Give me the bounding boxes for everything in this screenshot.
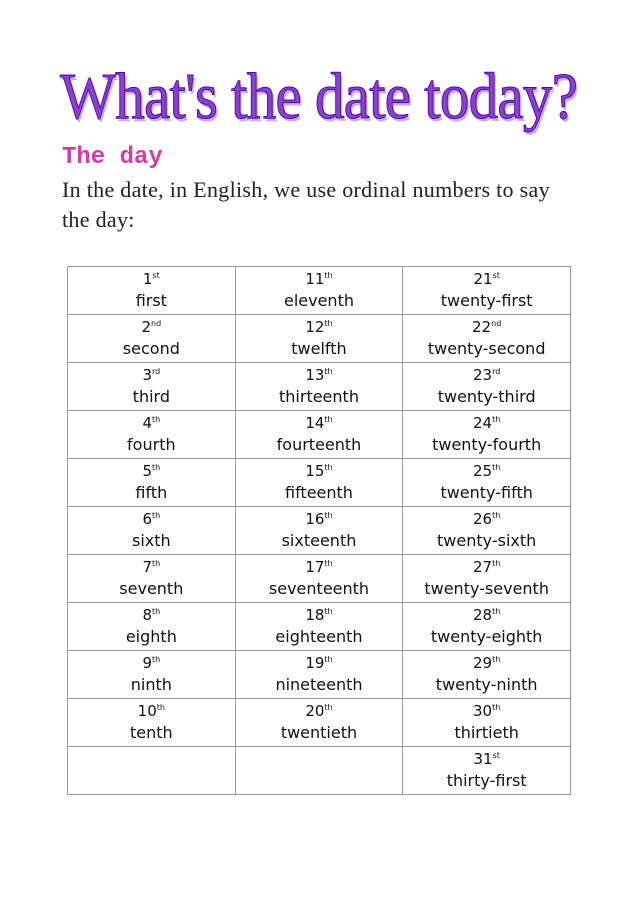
ordinal-number: [68, 555, 235, 578]
ordinal-number: [403, 555, 570, 578]
ordinal-number: [68, 363, 235, 386]
ordinal-cell: [68, 267, 236, 315]
ordinal-word: first: [135, 291, 167, 310]
ordinal-suffix: th: [151, 415, 161, 424]
ordinal-suffix: th: [492, 607, 501, 616]
ordinal-cell: [403, 747, 571, 795]
ordinal-cell: [403, 651, 571, 699]
ordinal-cell: [235, 363, 403, 411]
ordinal-word: eighteenth: [275, 627, 363, 646]
ordinal-number: [236, 699, 403, 722]
ordinal-suffix: th: [151, 607, 161, 616]
ordinal-number: [68, 315, 235, 338]
table-row: [68, 315, 571, 363]
ordinal-number: [236, 603, 403, 626]
ordinal-word: fourth: [127, 435, 176, 454]
ordinal-suffix: th: [324, 655, 333, 664]
ordinal-digits: 23: [472, 366, 493, 384]
ordinal-word: eleventh: [283, 291, 354, 310]
ordinal-suffix: th: [492, 655, 501, 664]
ordinal-number: [403, 267, 570, 290]
ordinal-word: twenty-fourth: [432, 435, 542, 454]
ordinal-digits: 5: [142, 462, 152, 480]
table-row: [68, 459, 571, 507]
ordinal-cell: [403, 459, 571, 507]
ordinal-cell: [68, 651, 236, 699]
ordinal-suffix: th: [324, 271, 333, 280]
page-title: What's the date today?: [60, 60, 578, 133]
ordinal-digits: 14: [305, 414, 325, 432]
ordinal-word: twenty-ninth: [435, 675, 538, 694]
ordinal-cell: [235, 651, 403, 699]
ordinal-digits: 26: [473, 510, 493, 528]
ordinal-digits: 2: [141, 318, 152, 336]
ordinal-word: seventh: [119, 579, 184, 598]
ordinal-digits: 4: [142, 414, 152, 432]
table-row: [68, 507, 571, 555]
ordinal-digits: 8: [142, 606, 152, 624]
ordinal-suffix: th: [492, 559, 501, 568]
table-row: [68, 555, 571, 603]
ordinal-cell: [403, 411, 571, 459]
ordinal-word: thirty-first: [446, 771, 527, 790]
ordinal-cell: [235, 603, 403, 651]
ordinal-cell: [68, 315, 236, 363]
ordinal-cell: [235, 315, 403, 363]
ordinal-cell: [68, 603, 236, 651]
ordinal-word: thirteenth: [279, 387, 359, 406]
ordinal-word: ninth: [130, 675, 172, 694]
ordinal-suffix: st: [492, 271, 500, 280]
ordinal-digits: 28: [473, 606, 493, 624]
ordinal-word: twenty-fifth: [440, 483, 533, 502]
ordinal-digits: 12: [305, 318, 325, 336]
ordinal-word: twenty-seventh: [424, 579, 549, 598]
ordinal-number: [236, 507, 403, 530]
ordinal-number: [403, 603, 570, 626]
table-row: [68, 651, 571, 699]
ordinal-digits: 24: [473, 414, 493, 432]
ordinal-word: nineteenth: [275, 675, 363, 694]
ordinal-suffix: th: [324, 415, 333, 424]
ordinal-digits: 13: [305, 366, 325, 384]
empty-cell: [68, 747, 236, 795]
ordinal-digits: 6: [142, 510, 152, 528]
ordinal-digits: 11: [305, 270, 325, 288]
ordinal-suffix: rd: [492, 367, 501, 376]
ordinal-digits: 21: [473, 270, 493, 288]
ordinal-number: [403, 699, 570, 722]
ordinal-cell: [235, 555, 403, 603]
ordinal-digits: 7: [142, 558, 152, 576]
ordinal-number: [236, 315, 403, 338]
ordinal-suffix: th: [492, 511, 501, 520]
ordinal-cell: [403, 555, 571, 603]
ordinal-number: [68, 699, 235, 722]
ordinal-suffix: th: [151, 559, 161, 568]
ordinal-word: seventeenth: [268, 579, 370, 598]
ordinal-suffix: st: [152, 271, 160, 280]
ordinal-word: thirtieth: [454, 723, 519, 742]
ordinal-cell: [68, 363, 236, 411]
ordinal-digits: 29: [473, 654, 493, 672]
ordinal-number: [68, 603, 235, 626]
table-row: [68, 363, 571, 411]
ordinal-suffix: th: [324, 703, 333, 712]
ordinal-number: [68, 459, 235, 482]
ordinal-digits: 9: [142, 654, 152, 672]
ordinal-digits: 20: [305, 702, 325, 720]
ordinal-cell: [68, 699, 236, 747]
ordinal-word: twenty-sixth: [437, 531, 537, 550]
ordinal-suffix: rd: [151, 367, 161, 376]
ordinal-suffix: th: [324, 463, 333, 472]
ordinal-word: fourteenth: [276, 435, 362, 454]
table-row: [68, 411, 571, 459]
ordinal-number: [68, 507, 235, 530]
ordinal-word: twelfth: [291, 339, 347, 358]
ordinal-word: twenty-eighth: [430, 627, 543, 646]
ordinal-digits: 3: [142, 366, 152, 384]
empty-cell: [235, 747, 403, 795]
ordinal-digits: 1: [142, 270, 153, 288]
table-row: [68, 603, 571, 651]
ordinal-cell: [403, 315, 571, 363]
ordinal-cell: [235, 411, 403, 459]
intro-text: In the date, in English, we use ordinal numbers to say the day:: [62, 177, 550, 232]
ordinal-number: [68, 651, 235, 674]
ordinal-number: [403, 747, 570, 770]
ordinal-word: third: [132, 387, 170, 406]
ordinal-suffix: nd: [151, 319, 162, 328]
ordinal-suffix: th: [156, 703, 165, 712]
ordinal-word: twenty-third: [437, 387, 536, 406]
ordinal-cell: [403, 507, 571, 555]
ordinal-suffix: st: [492, 751, 500, 760]
ordinal-cell: [403, 603, 571, 651]
ordinal-word: second: [122, 339, 180, 358]
ordinal-digits: 16: [305, 510, 325, 528]
ordinal-cell: [403, 267, 571, 315]
ordinal-number: [403, 507, 570, 530]
ordinal-number: [403, 315, 570, 338]
ordinal-suffix: th: [324, 559, 333, 568]
ordinal-word: fifteenth: [285, 483, 353, 502]
ordinal-suffix: th: [492, 415, 501, 424]
ordinal-number: [236, 411, 403, 434]
ordinal-suffix: th: [151, 511, 161, 520]
ordinal-word: eighth: [125, 627, 177, 646]
ordinal-number: [403, 411, 570, 434]
ordinal-number: [403, 363, 570, 386]
ordinal-digits: 18: [305, 606, 325, 624]
ordinal-cell: [235, 267, 403, 315]
ordinal-suffix: th: [324, 367, 333, 376]
ordinal-cell: [235, 507, 403, 555]
ordinal-suffix: th: [324, 319, 333, 328]
ordinal-cell: [403, 699, 571, 747]
ordinal-word: twenty-second: [427, 339, 546, 358]
ordinal-number: [403, 459, 570, 482]
section-heading: The day: [62, 144, 163, 171]
ordinal-suffix: th: [324, 607, 333, 616]
ordinal-word: sixth: [131, 531, 171, 550]
ordinal-suffix: th: [151, 463, 161, 472]
ordinal-number: [236, 651, 403, 674]
ordinal-digits: 31: [473, 750, 493, 768]
ordinal-cell: [68, 411, 236, 459]
ordinal-word: sixteenth: [281, 531, 357, 550]
ordinal-number: [236, 267, 403, 290]
ordinal-cell: [235, 699, 403, 747]
ordinal-digits: 30: [473, 702, 493, 720]
ordinal-suffix: th: [492, 703, 501, 712]
ordinal-table-body: [68, 267, 571, 795]
ordinal-cell: [235, 459, 403, 507]
ordinal-number: [68, 411, 235, 434]
ordinal-word: fifth: [135, 483, 168, 502]
ordinal-digits: 17: [305, 558, 325, 576]
ordinal-digits: 25: [473, 462, 493, 480]
ordinal-digits: 19: [305, 654, 325, 672]
table-row: [68, 699, 571, 747]
table-row: [68, 267, 571, 315]
ordinal-number: [236, 555, 403, 578]
ordinal-number: [403, 651, 570, 674]
ordinal-word: twenty-first: [440, 291, 533, 310]
ordinal-number: [236, 363, 403, 386]
ordinal-suffix: nd: [491, 319, 502, 328]
ordinal-suffix: th: [324, 511, 333, 520]
ordinal-cell: [68, 459, 236, 507]
ordinal-digits: 27: [473, 558, 493, 576]
ordinal-digits: 22: [472, 318, 492, 336]
ordinal-suffix: th: [151, 655, 161, 664]
ordinal-numbers-table: [67, 266, 571, 795]
ordinal-digits: 10: [137, 702, 157, 720]
ordinal-cell: [68, 507, 236, 555]
ordinal-number: [68, 267, 235, 290]
ordinal-suffix: th: [492, 463, 501, 472]
ordinal-word: twentieth: [280, 723, 358, 742]
ordinal-cell: [403, 363, 571, 411]
ordinal-number: [236, 459, 403, 482]
ordinal-word: tenth: [129, 723, 173, 742]
table-row: [68, 747, 571, 795]
ordinal-digits: 15: [305, 462, 325, 480]
ordinal-cell: [68, 555, 236, 603]
